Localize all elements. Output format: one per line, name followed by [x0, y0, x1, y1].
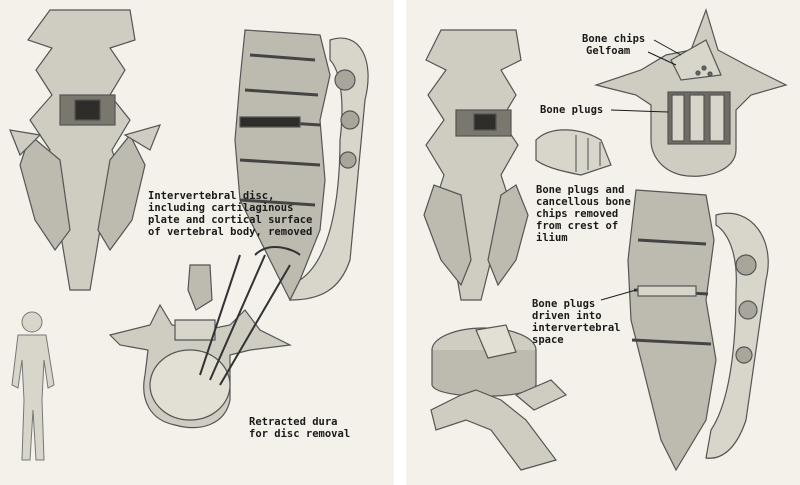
intervertebral-disc-label: Intervertebral disc, including cartilaginous plate and cortical surface of vertebral body, removed	[148, 190, 313, 238]
vertebra-with-driven-plug	[431, 325, 566, 470]
bone-plugs-cancellous-label: Bone plugs and cancellous bone chips removed from crest of ilium	[536, 184, 631, 244]
posterior-lumbar-spine	[10, 10, 160, 290]
left-anatomy-drawing	[0, 0, 394, 485]
gelfoam-label: Gelfoam	[586, 45, 631, 57]
sagittal-spine-with-plugs	[628, 190, 768, 470]
human-figure-back	[12, 312, 54, 460]
posterior-spine-with-graft	[424, 30, 528, 300]
bone-plugs-label: Bone plugs	[540, 104, 604, 116]
bone-plugs-driven-label: Bone plugs driven into intervertebral space	[532, 298, 621, 346]
iliac-crest-graft	[536, 130, 611, 175]
panel-divider	[394, 0, 406, 485]
bone-chips-label: Bone chips	[582, 33, 646, 45]
left-illustration-panel	[0, 0, 394, 485]
sagittal-spine-section	[235, 30, 368, 300]
retracted-dura-label: Retracted dura for disc removal	[249, 416, 351, 440]
right-illustration-panel	[406, 0, 800, 485]
vertebra-cross-section	[110, 247, 300, 427]
